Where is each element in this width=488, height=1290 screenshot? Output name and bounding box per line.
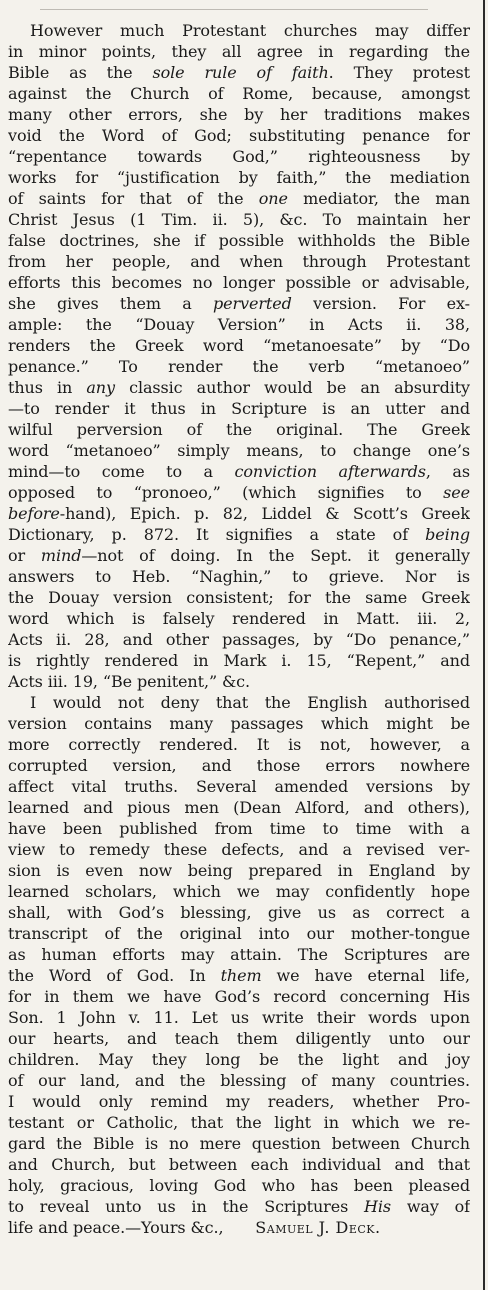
text-line: and Church, but between each individual and that: [8, 1155, 470, 1174]
text-line: view to remedy these defects, and a revised ver-: [8, 840, 470, 859]
text-line: shall, with God’s blessing, give us as correct a: [8, 903, 470, 922]
text-line: before-hand), Epich. p. 82, Liddel & Scott’s Greek: [8, 504, 470, 523]
text-line: is rightly rendered in Mark i. 15, “Repent,” and: [8, 651, 470, 670]
text-line: against the Church of Rome, because, amongst: [8, 84, 470, 103]
text-line: of our land, and the blessing of many countries.: [8, 1071, 470, 1090]
text-line: from her people, and when through Protestant: [8, 252, 470, 271]
paragraph-1: [8, 20, 470, 692]
letter-body: [8, 20, 470, 1238]
text-line: word “metanoeo” simply means, to change one’s: [8, 441, 470, 460]
text-line: corrupted version, and those errors nowhere: [8, 756, 470, 775]
paragraph-2: [8, 692, 470, 1238]
text-line: wilful perversion of the original. The Greek: [8, 420, 470, 439]
text-line: However much Protestant churches may differ: [30, 21, 470, 40]
text-line: learned scholars, which we may confidently hope: [8, 882, 470, 901]
text-line: children. May they long be the light and joy: [8, 1050, 470, 1069]
text-line: the Word of God. In them we have eternal life,: [8, 966, 470, 985]
text-line: void the Word of God; substituting penance for: [8, 126, 470, 145]
text-line: I would only remind my readers, whether Pro-: [8, 1092, 470, 1111]
text-line: gard the Bible is no mere question between Church: [8, 1134, 470, 1153]
text-line: have been published from time to time with a: [8, 819, 470, 838]
text-line: works for “justification by faith,” the mediation: [8, 168, 470, 187]
text-line: version contains many passages which might be: [8, 714, 470, 733]
text-line: to reveal unto us in the Scriptures His way of: [8, 1197, 470, 1216]
text-line: testant or Catholic, that the light in which we re-: [8, 1113, 470, 1132]
text-line: Acts iii. 19, “Be penitent,” &c.: [8, 672, 250, 691]
text-line: ample: the “Douay Version” in Acts ii. 38,: [8, 315, 470, 334]
text-line: I would not deny that the English authorised: [30, 693, 470, 712]
text-line: mind—to come to a conviction afterwards, as: [8, 462, 470, 481]
text-line: for in them we have God’s record concerning His: [8, 987, 470, 1006]
text-line: efforts this becomes no longer possible or advisable,: [8, 273, 470, 292]
text-line: holy, gracious, loving God who has been pleased: [8, 1176, 470, 1195]
text-line: or mind—not of doing. In the Sept. it generally: [8, 546, 470, 565]
text-line: more correctly rendered. It is not, however, a: [8, 735, 470, 754]
text-line: word which is falsely rendered in Matt. iii. 2,: [8, 609, 470, 628]
text-line: many other errors, she by her traditions makes: [8, 105, 470, 124]
text-line: Bible as the sole rule of faith. They protest: [8, 63, 470, 82]
text-line: she gives them a perverted version. For ex-: [8, 294, 470, 313]
text-line: Son. 1 John v. 11. Let us write their words upon: [8, 1008, 470, 1027]
text-line: penance.” To render the verb “metanoeo”: [8, 357, 470, 376]
text-line: as human efforts may attain. The Scriptures are: [8, 945, 470, 964]
top-divider-rule: [40, 9, 428, 10]
text-line: affect vital truths. Several amended versions by: [8, 777, 470, 796]
text-line: thus in any classic author would be an absurdity: [8, 378, 470, 397]
text-line: sion is even now being prepared in England by: [8, 861, 470, 880]
text-line: our hearts, and teach them diligently unto our: [8, 1029, 470, 1048]
column-right-rule: [483, 0, 485, 1290]
text-line: of saints for that of the one mediator, the man: [8, 189, 470, 208]
text-line: learned and pious men (Dean Alford, and others),: [8, 798, 470, 817]
text-line: transcript of the original into our mother-tongue: [8, 924, 470, 943]
text-line: false doctrines, she if possible withholds the Bible: [8, 231, 470, 250]
text-line: in minor points, they all agree in regarding the: [8, 42, 470, 61]
text-line: renders the Greek word “metanoesate” by “Do: [8, 336, 470, 355]
text-line: Dictionary, p. 872. It signifies a state of being: [8, 525, 470, 544]
text-line: —to render it thus in Scripture is an utter and: [8, 399, 470, 418]
text-line: Christ Jesus (1 Tim. ii. 5), &c. To maintain her: [8, 210, 470, 229]
text-line: life and peace.—Yours &c., Samuel J. Deck.: [8, 1218, 381, 1237]
text-line: Acts ii. 28, and other passages, by “Do penance,”: [8, 630, 470, 649]
author-signature: Samuel J. Deck.: [255, 1218, 381, 1237]
text-line: “repentance towards God,” righteousness by: [8, 147, 470, 166]
text-line: the Douay version consistent; for the same Greek: [8, 588, 470, 607]
text-line: opposed to “pronoeo,” (which signifies to see: [8, 483, 470, 502]
text-line: answers to Heb. “Naghin,” to grieve. Nor is: [8, 567, 470, 586]
